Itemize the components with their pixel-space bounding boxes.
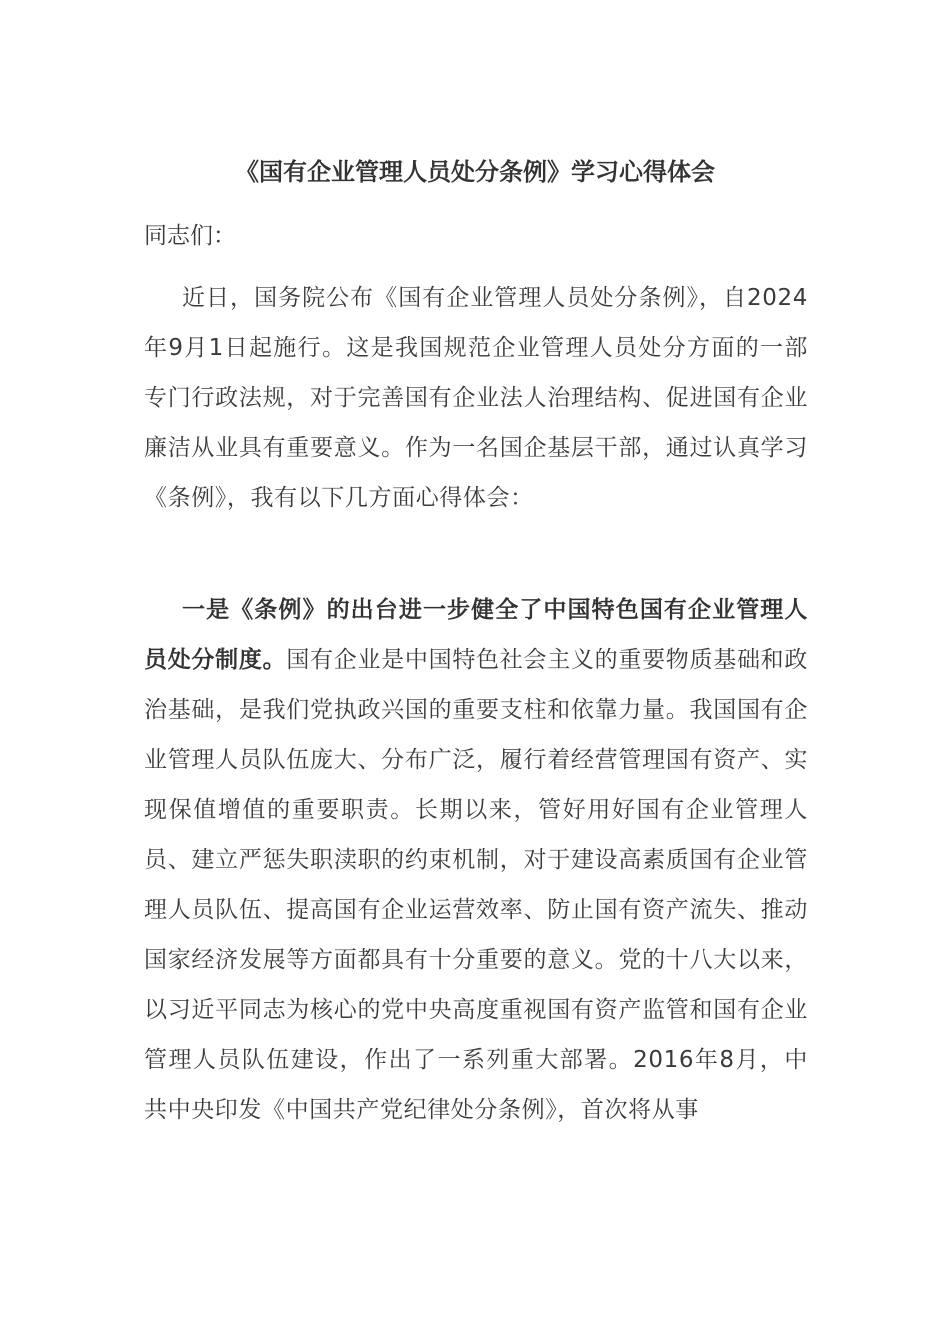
paragraph-point-one-body: 国有企业是中国特色社会主义的重要物质基础和政治基础，是我们党执政兴国的重要支柱和依靠力量。我国国有企业管理人员队伍庞大、分布广泛，履行着经营管理国有资产、实现保值增值的重要职责。长期以来，管好用好国有企业管理人员、建立严惩失职渎职的约束机制，对于建设高素质国有企业管理人员队伍、提高国有企业运营效率、防止国有资产流失、推动国家经济发展等方面都具有十分重要的意义。党的十八大以来，以习近平同志为核心的党中央高度重视国有资产监管和国有企业管理人员队伍建设，作出了一系列重大部署。2016年8月，中共中央印发《中国共产党纪律处分条例》，首次将从事 xyxy=(144,647,808,1123)
salutation: 同志们： xyxy=(144,223,236,249)
paragraph-point-one xyxy=(144,585,808,1135)
paragraph-point-one-lead: 一是《条例》的出台进一步健全了中国特色国有企业管理人员处分制度。 xyxy=(144,597,808,673)
paragraph-intro: 近日，国务院公布《国有企业管理人员处分条例》，自2024年9月1日起施行。这是我国规范企业管理人员处分方面的一部专门行政法规，对于完善国有企业法人治理结构、促进国有企业廉洁从业具有重要意义。作为一名国企基层干部，通过认真学习《条例》，我有以下几方面心得体会： xyxy=(144,285,808,511)
document-title: 《国有企业管理人员处分条例》学习心得体会 xyxy=(235,158,715,186)
